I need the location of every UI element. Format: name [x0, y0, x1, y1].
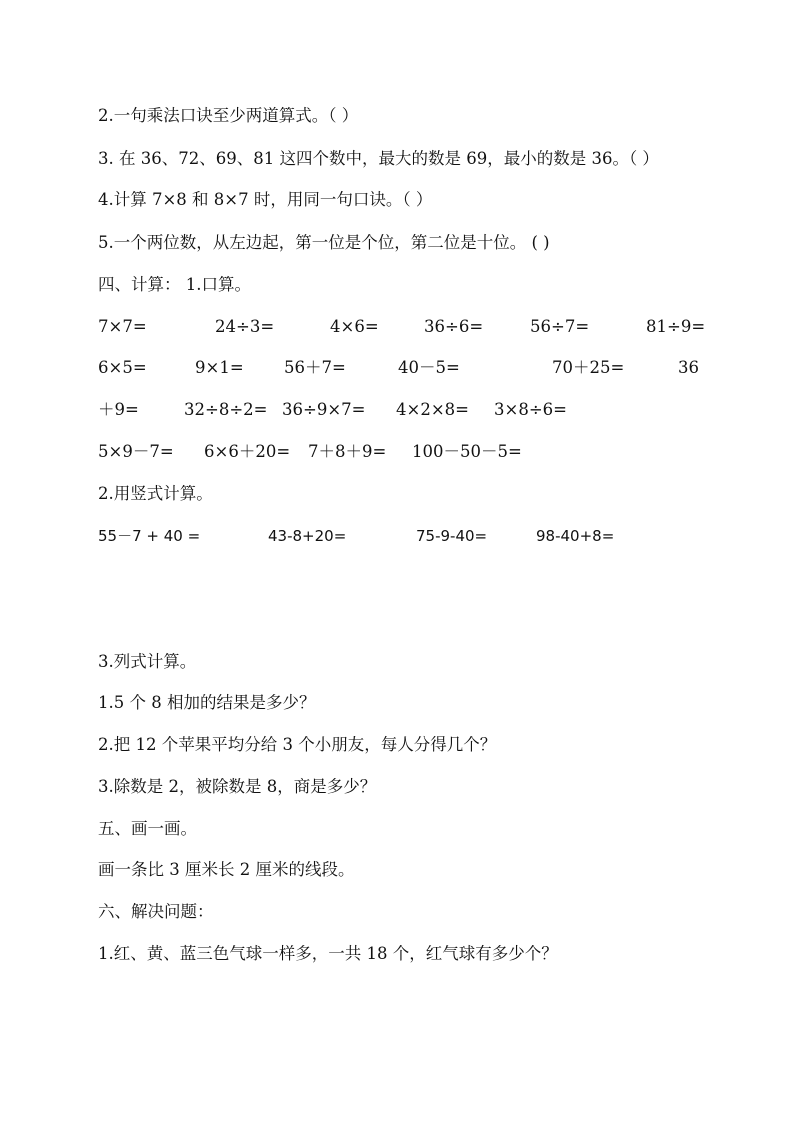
section5-task: 画一条比 3 厘米长 2 厘米的线段。 [98, 860, 355, 879]
oral-item: 36÷9×7= [282, 400, 366, 419]
equation-item: 3.除数是 2，被除数是 8，商是多少？ [98, 777, 377, 796]
judgement-q4: 4.计算 7×8 和 8×7 时，用同一句口诀。（ ） [98, 190, 433, 209]
oral-item: 7×7= [98, 317, 147, 336]
oral-item: 81÷9= [646, 317, 706, 336]
oral-item: 70＋25= [552, 358, 625, 377]
oral-item: 5×9－7= [98, 442, 174, 461]
vertical-item: 75-9-40= [416, 527, 488, 545]
equation-heading: 3.列式计算。 [98, 652, 197, 671]
section6-heading: 六、解决问题： [98, 902, 214, 921]
oral-item: 100－50－5= [412, 442, 522, 461]
oral-item: 7＋8＋9= [308, 442, 387, 461]
judgement-q2: 2.一句乘法口诀至少两道算式。（ ） [98, 106, 359, 125]
oral-item: 32÷8÷2= [184, 400, 268, 419]
oral-item: ＋9= [98, 400, 139, 419]
oral-item: 9×1= [195, 358, 244, 377]
oral-item: 4×6= [330, 317, 379, 336]
oral-item: 36÷6= [424, 317, 484, 336]
oral-item: 6×6＋20= [204, 442, 291, 461]
section4-heading: 四、计算： 1.口算。 [98, 275, 251, 294]
judgement-q5: 5.一个两位数，从左边起，第一位是个位，第二位是十位。 ( ) [98, 233, 550, 252]
oral-item: 3×8÷6= [494, 400, 567, 419]
equation-item: 1.5 个 8 相加的结果是多少？ [98, 693, 316, 712]
vertical-heading: 2.用竖式计算。 [98, 484, 213, 503]
section5-heading: 五、画一画。 [98, 819, 197, 838]
oral-item: 6×5= [98, 358, 147, 377]
oral-item: 56÷7= [530, 317, 590, 336]
judgement-q3: 3. 在 36、72、69、81 这四个数中，最大的数是 69，最小的数是 36。（ ） [98, 149, 659, 168]
section6-q1: 1.红、黄、蓝三色气球一样多，一共 18 个，红气球有多少个？ [98, 944, 558, 963]
vertical-item: 55－7 + 40 = [98, 527, 201, 545]
oral-item: 56＋7= [284, 358, 346, 377]
oral-item: 36 [678, 358, 699, 377]
oral-item: 40－5= [398, 358, 460, 377]
oral-item: 4×2×8= [396, 400, 469, 419]
vertical-item: 98-40+8= [536, 527, 615, 545]
vertical-item: 43-8+20= [268, 527, 347, 545]
equation-item: 2.把 12 个苹果平均分给 3 个小朋友，每人分得几个？ [98, 735, 497, 754]
oral-item: 24÷3= [215, 317, 275, 336]
